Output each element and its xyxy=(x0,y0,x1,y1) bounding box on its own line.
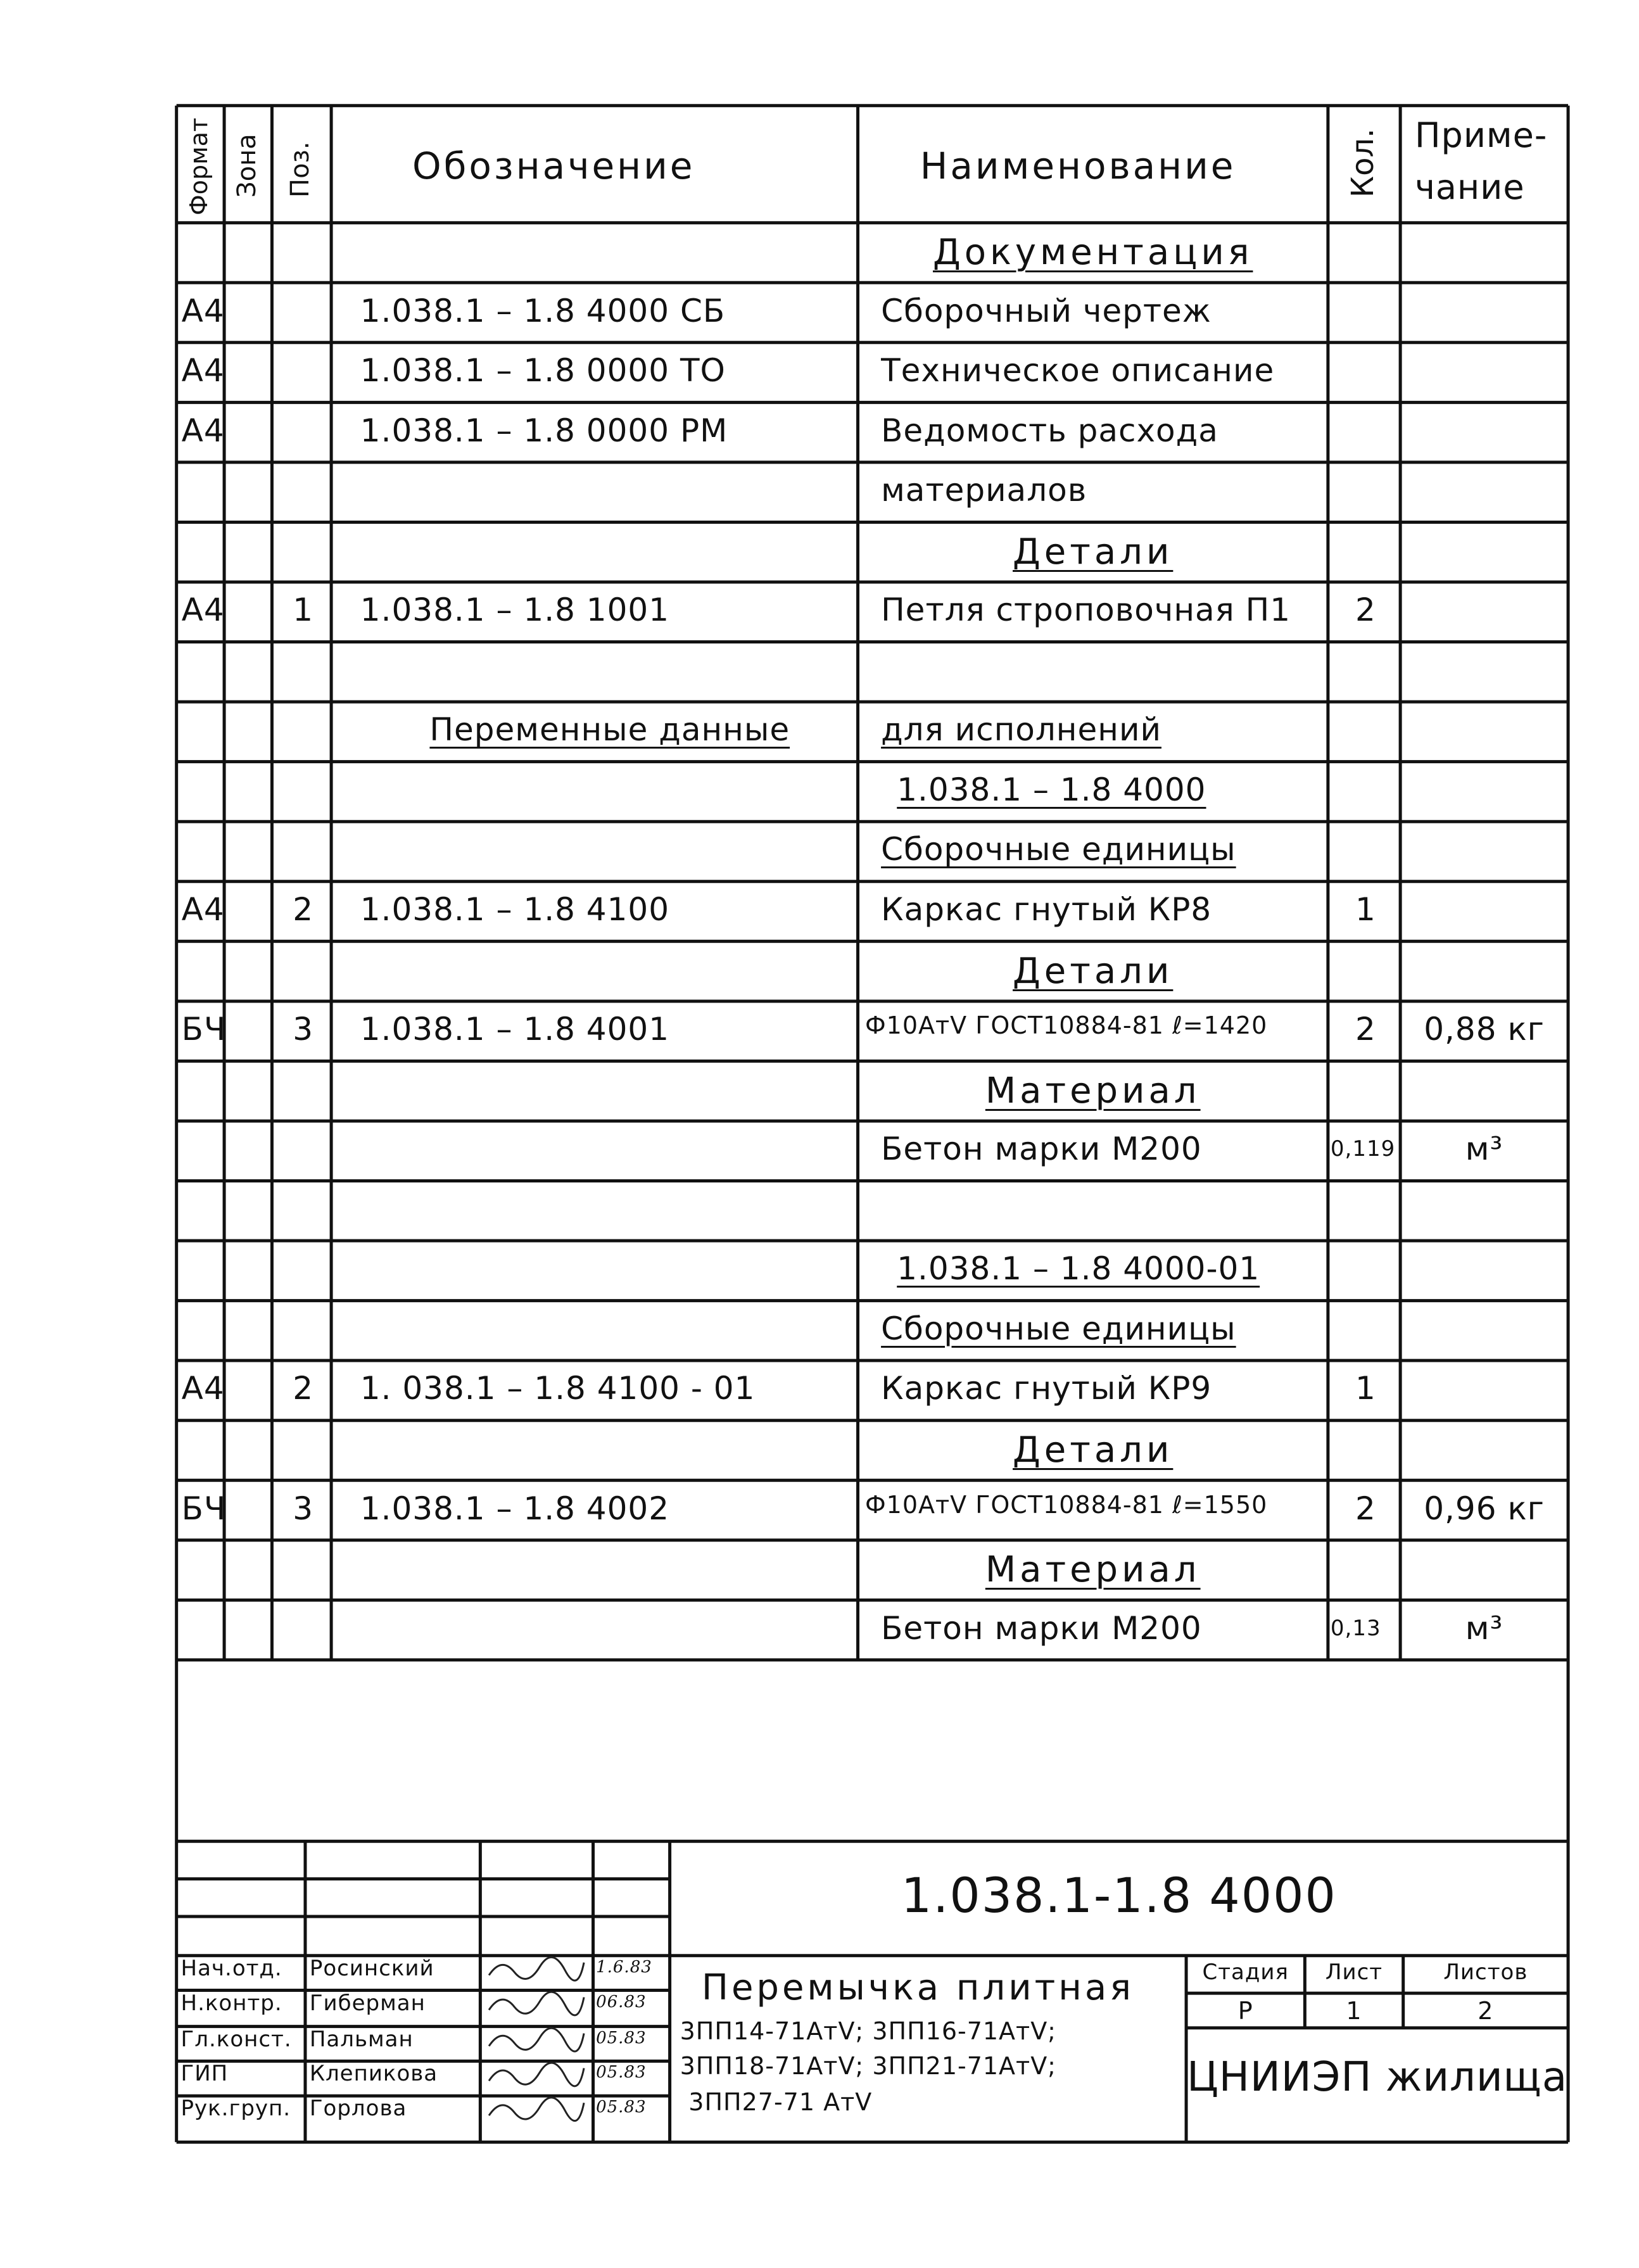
document-number: 1.038.1-1.8 4000 xyxy=(901,1867,1337,1924)
row-position: 2 xyxy=(293,1370,314,1407)
row-quantity: 0,13 xyxy=(1330,1615,1381,1641)
header-position: Поз. xyxy=(286,141,315,198)
row-position: 3 xyxy=(293,1011,314,1048)
signature-name: Клепикова xyxy=(309,2061,438,2087)
row-format: А4 xyxy=(181,352,225,390)
title-line-4: 3ПП27-71 АтV xyxy=(688,2088,873,2117)
row-quantity: 2 xyxy=(1355,592,1376,629)
signature-scribble xyxy=(489,2098,584,2121)
header-zone: Зона xyxy=(232,133,262,198)
signature-date: 05.83 xyxy=(596,2063,647,2082)
section-heading: Материал xyxy=(985,1070,1201,1112)
organization-name: ЦНИИЭП жилища xyxy=(1187,2053,1568,2101)
row-name: Ведомость расхода xyxy=(881,412,1218,449)
row-position: 1 xyxy=(293,592,314,629)
row-designation: 1.038.1 – 1.8 4002 xyxy=(360,1490,670,1527)
row-designation: Переменные данные xyxy=(429,711,790,749)
signature-role: Рук.груп. xyxy=(180,2096,291,2122)
signature-date: 05.83 xyxy=(596,2028,647,2048)
row-designation: 1.038.1 – 1.8 4100 xyxy=(360,891,670,928)
signature-scribble xyxy=(489,2028,584,2051)
row-name: Ф10АтV ГОСТ10884-81 ℓ=1550 xyxy=(864,1490,1268,1519)
header-note-line1: Приме- xyxy=(1414,115,1548,156)
row-name: Сборочные единицы xyxy=(881,1310,1236,1347)
sheet-label: Лист xyxy=(1325,1959,1383,1985)
signature-name: Гиберман xyxy=(309,1990,426,2016)
row-format: А4 xyxy=(181,891,225,928)
signature-role: Нач.отд. xyxy=(180,1955,282,1981)
document-title: Перемычка плитная xyxy=(701,1967,1134,2008)
row-name: Ф10АтV ГОСТ10884-81 ℓ=1420 xyxy=(864,1011,1268,1040)
signature-date: 06.83 xyxy=(596,1992,647,2011)
row-name: Каркас гнутый КР9 xyxy=(881,1370,1212,1407)
signature-role: ГИП xyxy=(180,2061,229,2087)
row-format: БЧ xyxy=(181,1490,227,1527)
header-note-line2: чание xyxy=(1414,167,1525,208)
row-note: м³ xyxy=(1465,1609,1503,1647)
row-format: А4 xyxy=(181,292,225,329)
row-quantity: 1 xyxy=(1355,891,1376,928)
row-name: для исполнений xyxy=(881,711,1161,749)
row-note: 0,88 кг xyxy=(1424,1011,1545,1048)
row-name: Сборочный чертеж xyxy=(881,292,1212,329)
signature-role: Н.контр. xyxy=(180,1990,282,2016)
row-name: Каркас гнутый КР8 xyxy=(881,891,1212,928)
row-format: А4 xyxy=(181,592,225,629)
signature-scribble xyxy=(489,1957,584,1980)
section-heading: Детали xyxy=(1013,1429,1174,1471)
stage-label: Стадия xyxy=(1202,1959,1289,1985)
header-quantity: Кол. xyxy=(1345,128,1381,198)
title-line-2: 3ПП14-71АтV; 3ПП16-71АтV; xyxy=(680,2017,1056,2046)
signature-name: Пальман xyxy=(309,2026,414,2052)
row-name: 1.038.1 – 1.8 4000-01 xyxy=(897,1250,1260,1288)
section-heading: Материал xyxy=(985,1549,1201,1591)
row-quantity: 2 xyxy=(1355,1011,1376,1048)
header-format: Формат xyxy=(185,117,213,215)
signature-name: Росинский xyxy=(309,1955,434,1981)
section-heading: Детали xyxy=(1013,950,1174,992)
signature-date: 1.6.83 xyxy=(596,1957,652,1977)
row-designation: 1.038.1 – 1.8 0000 ТО xyxy=(360,352,726,390)
row-designation: 1.038.1 – 1.8 4000 СБ xyxy=(360,292,726,329)
signature-date: 05.83 xyxy=(596,2098,647,2117)
sheets-label: Листов xyxy=(1443,1959,1528,1985)
row-designation: 1.038.1 – 1.8 1001 xyxy=(360,592,670,629)
row-note: 0,96 кг xyxy=(1424,1490,1545,1527)
row-name: Петля строповочная П1 xyxy=(881,592,1291,629)
row-designation: 1.038.1 – 1.8 0000 РМ xyxy=(360,412,728,449)
section-heading: Детали xyxy=(1013,531,1174,573)
row-quantity: 2 xyxy=(1355,1490,1376,1527)
row-position: 2 xyxy=(293,891,314,928)
row-name: 1.038.1 – 1.8 4000 xyxy=(897,771,1206,808)
stage-value: Р xyxy=(1237,1997,1253,2025)
row-name: материалов xyxy=(881,472,1087,509)
row-name: Бетон марки М200 xyxy=(881,1131,1202,1168)
signature-scribble xyxy=(489,2063,584,2086)
row-name: Бетон марки М200 xyxy=(881,1609,1202,1647)
signature-scribble xyxy=(489,1992,584,2015)
header-name: Наименование xyxy=(920,144,1236,187)
row-format: БЧ xyxy=(181,1011,227,1048)
row-name: Техническое описание xyxy=(881,352,1275,390)
row-format: А4 xyxy=(181,412,225,449)
row-note: м³ xyxy=(1465,1131,1503,1168)
signature-name: Горлова xyxy=(309,2096,407,2122)
sheet-value: 1 xyxy=(1346,1997,1362,2025)
header-designation: Обозначение xyxy=(412,144,695,187)
row-designation: 1. 038.1 – 1.8 4100 - 01 xyxy=(360,1370,756,1407)
row-format: А4 xyxy=(181,1370,225,1407)
section-heading: Документация xyxy=(932,231,1253,273)
sheets-value: 2 xyxy=(1478,1997,1494,2025)
title-line-3: 3ПП18-71АтV; 3ПП21-71АтV; xyxy=(680,2051,1056,2080)
row-quantity: 1 xyxy=(1355,1370,1376,1407)
row-name: Сборочные единицы xyxy=(881,831,1236,868)
row-position: 3 xyxy=(293,1490,314,1527)
row-designation: 1.038.1 – 1.8 4001 xyxy=(360,1011,670,1048)
row-quantity: 0,119 xyxy=(1330,1136,1396,1162)
signature-role: Гл.конст. xyxy=(180,2026,292,2052)
